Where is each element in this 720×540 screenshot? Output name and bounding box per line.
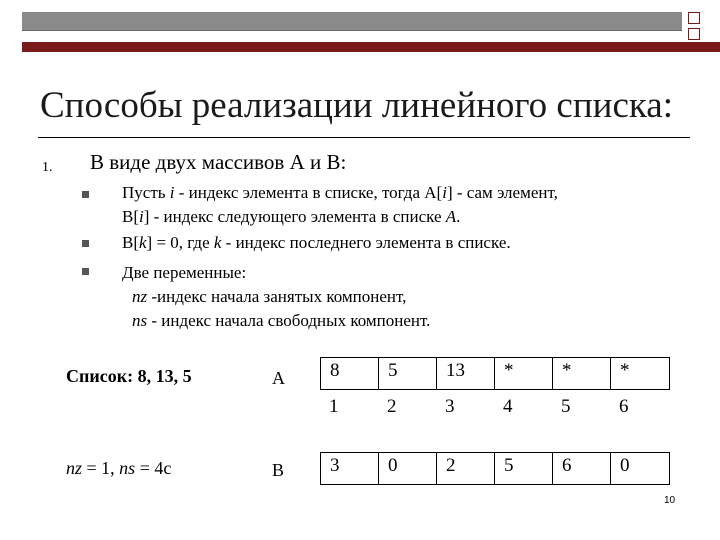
index-row — [320, 394, 668, 427]
array-a-cell: * — [553, 358, 611, 389]
bullet-3-line-3: ns - индекс начала свободных компонент. — [132, 311, 431, 330]
header-red-band — [22, 42, 720, 52]
bullet-square-icon — [82, 191, 89, 198]
array-a-label: A — [272, 368, 285, 388]
array-a-row — [320, 357, 670, 390]
decor-square-icon — [688, 28, 700, 40]
bullet-square-icon — [82, 240, 89, 247]
nz-ns-label: nz = 1, ns = 4c — [66, 458, 172, 478]
array-b-cell: 5 — [495, 453, 553, 484]
bullet-square-icon — [82, 268, 89, 275]
bullet-3-line-1: Две переменные: — [122, 263, 247, 282]
array-b-cell: 0 — [620, 455, 630, 476]
index-cell: 5 — [561, 396, 571, 417]
array-b-row — [320, 452, 670, 485]
index-cell: 2 — [387, 396, 397, 417]
array-b-cell: 2 — [437, 453, 495, 484]
bullet-2: B[k] = 0, где k - индекс последнего элемента в списке. — [122, 233, 511, 252]
list-label: Список: 8, 13, 5 — [66, 366, 192, 386]
array-a-cell: * — [620, 360, 630, 381]
array-a-cell: 13 — [437, 358, 495, 389]
slide-title: Способы реализации линейного списка: — [40, 85, 673, 126]
decor-square-icon — [688, 12, 700, 24]
index-cell: 4 — [503, 396, 513, 417]
item-number: 1. — [42, 160, 53, 175]
array-b-cell: 3 — [321, 453, 379, 484]
bullet-1-line-1: Пусть i - индекс элемента в списке, тогда A[i] - сам элемент, — [122, 183, 558, 202]
index-cell: 6 — [619, 396, 629, 417]
array-b-label: B — [272, 460, 285, 480]
page-number: 10 — [664, 495, 676, 506]
index-cell: 1 — [329, 396, 339, 417]
bullet-3-line-2: nz -индекс начала занятых компонент, — [132, 287, 407, 306]
index-cell: 3 — [445, 396, 455, 417]
bullet-1-line-2: B[i] - индекс следующего элемента в списке A. — [122, 207, 461, 226]
array-b-cell: 0 — [379, 453, 437, 484]
slide-header-decoration — [22, 12, 720, 42]
item-heading: В виде двух массивов А и В: — [90, 150, 347, 174]
header-squares-decoration — [684, 12, 714, 42]
array-b-cell: 6 — [553, 453, 611, 484]
array-a-cell: * — [495, 358, 553, 389]
title-divider — [38, 137, 690, 138]
header-gray-band — [22, 12, 682, 31]
array-a-cell: 8 — [321, 358, 379, 389]
array-a-cell: 5 — [379, 358, 437, 389]
